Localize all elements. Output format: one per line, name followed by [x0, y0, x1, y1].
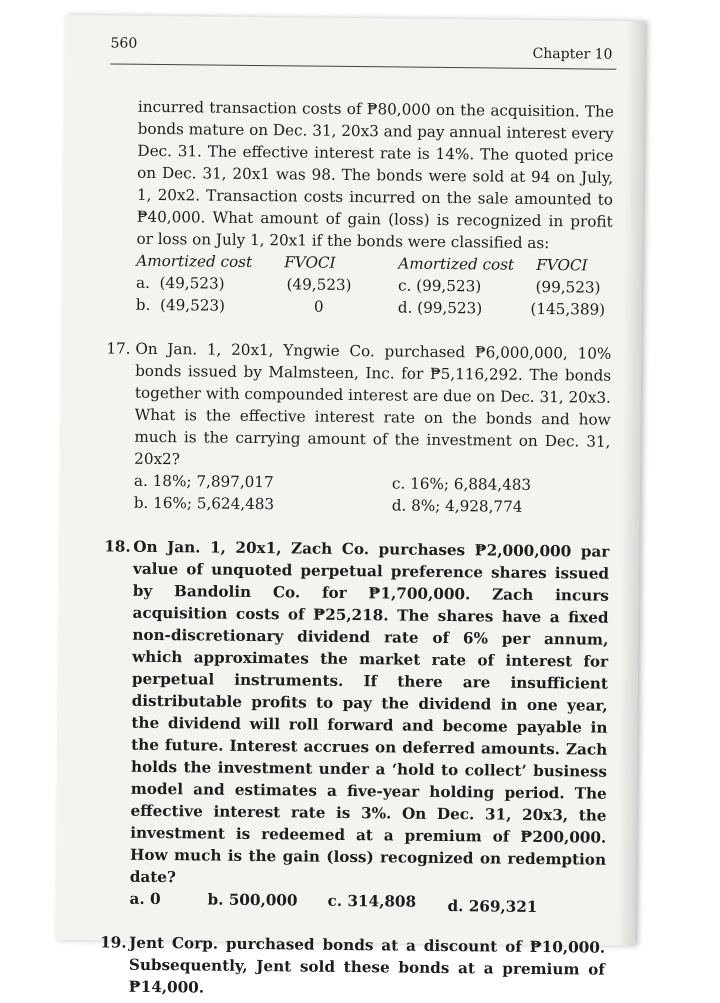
- option-c: c. (99,523): [397, 276, 482, 296]
- question-number: 18.: [104, 537, 131, 556]
- answer-row: [129, 888, 605, 915]
- option-c: c. 16%; 6,884,483: [391, 474, 532, 494]
- answer-row: [136, 294, 612, 321]
- column-header: Amortized cost: [136, 251, 253, 271]
- answer-row: [134, 492, 610, 519]
- option-d: d. 8%; 4,928,774: [391, 496, 523, 516]
- question-17: [106, 338, 612, 519]
- option-a: a. 0: [129, 889, 161, 909]
- option-d: d. (99,523): [397, 298, 483, 318]
- option-d-fvoci: (145,389): [530, 299, 606, 319]
- chapter-title: Chapter 10: [532, 45, 613, 63]
- option-b: b. 500,000: [207, 890, 298, 910]
- page-header: [110, 35, 616, 69]
- option-b-fvoci: 0: [313, 297, 324, 316]
- option-c-fvoci: (99,523): [535, 277, 601, 297]
- option-b: b. (49,523): [135, 295, 226, 315]
- question-text: Jent Corp. purchased bonds at a discount of ₱10,000. Subsequently, Jent sold these bonds at a premium of ₱14,000.: [128, 933, 606, 997]
- question-text: On Jan. 1, 20x1, Yngwie Co. purchased ₱6,000,000, 10% bonds issued by Malmsteen, Inc. for ₱5,116,292. The bonds together with compounded interest are due on Dec. 31, 20x3. What is the effective interest rate on the bonds and how much is the carrying amount of the investment on Dec. 31, 20x2?: [134, 339, 612, 469]
- question-text: On Jan. 1, 20x1, Zach Co. purchases ₱2,000,000 par value of unquoted perpetual preference shares issued by Bandolin Co. for ₱1,700,000. Zach incurs acquisition costs of ₱25,218. The shares have a fixed non-discretionary dividend rate of 6% per annum, which approximates the market rate of interest for perpetual instruments. If there are insufficient distributable profits to pay the dividend in one year, the dividend will roll forward and become payable in the future. Interest accrues on deferred amounts. Zach holds the investment under a ‘hold to collect’ business model and estimates a five-year holding period. The effective interest rate is 3%. On Dec. 31, 20x3, the investment is redeemed at a premium of ₱200,000. How much is the gain (loss) recognized on redemption date?: [129, 537, 610, 887]
- option-a: a. (49,523): [135, 273, 225, 293]
- option-a: a. 18%; 7,897,017: [133, 471, 274, 492]
- column-header: FVOCI: [284, 253, 336, 272]
- page-content: [100, 96, 614, 1003]
- question-text: incurred transaction costs of ₱80,000 on the acquisition. The bonds mature on Dec. 31, 20x3 and pay annual interest every Dec. 31. The effective interest rate is 14%. The quoted price on Dec. 31, 20x1 was 98. The bonds were sold at 94 on July, 1, 20x2. Transaction costs incurred on the sale amounted to ₱40,000. What amount of gain (loss) is recognized in profit or loss on July 1, 20x1 if the bonds were classified as:: [136, 97, 614, 253]
- column-header: Amortized cost: [398, 254, 515, 274]
- page-number: 560: [110, 35, 138, 52]
- question-number: 19.: [100, 933, 127, 952]
- question-19: [100, 932, 606, 1003]
- book-page: [55, 15, 645, 997]
- question-16-continued: [136, 96, 614, 321]
- option-c: c. 314,808: [327, 891, 417, 911]
- question-18: [104, 536, 610, 916]
- option-a-fvoci: (49,523): [286, 275, 352, 295]
- question-number: 17.: [106, 339, 131, 358]
- option-d: d. 269,321: [447, 897, 538, 916]
- column-header: FVOCI: [536, 255, 588, 275]
- option-b: b. 16%; 5,624,483: [133, 493, 275, 514]
